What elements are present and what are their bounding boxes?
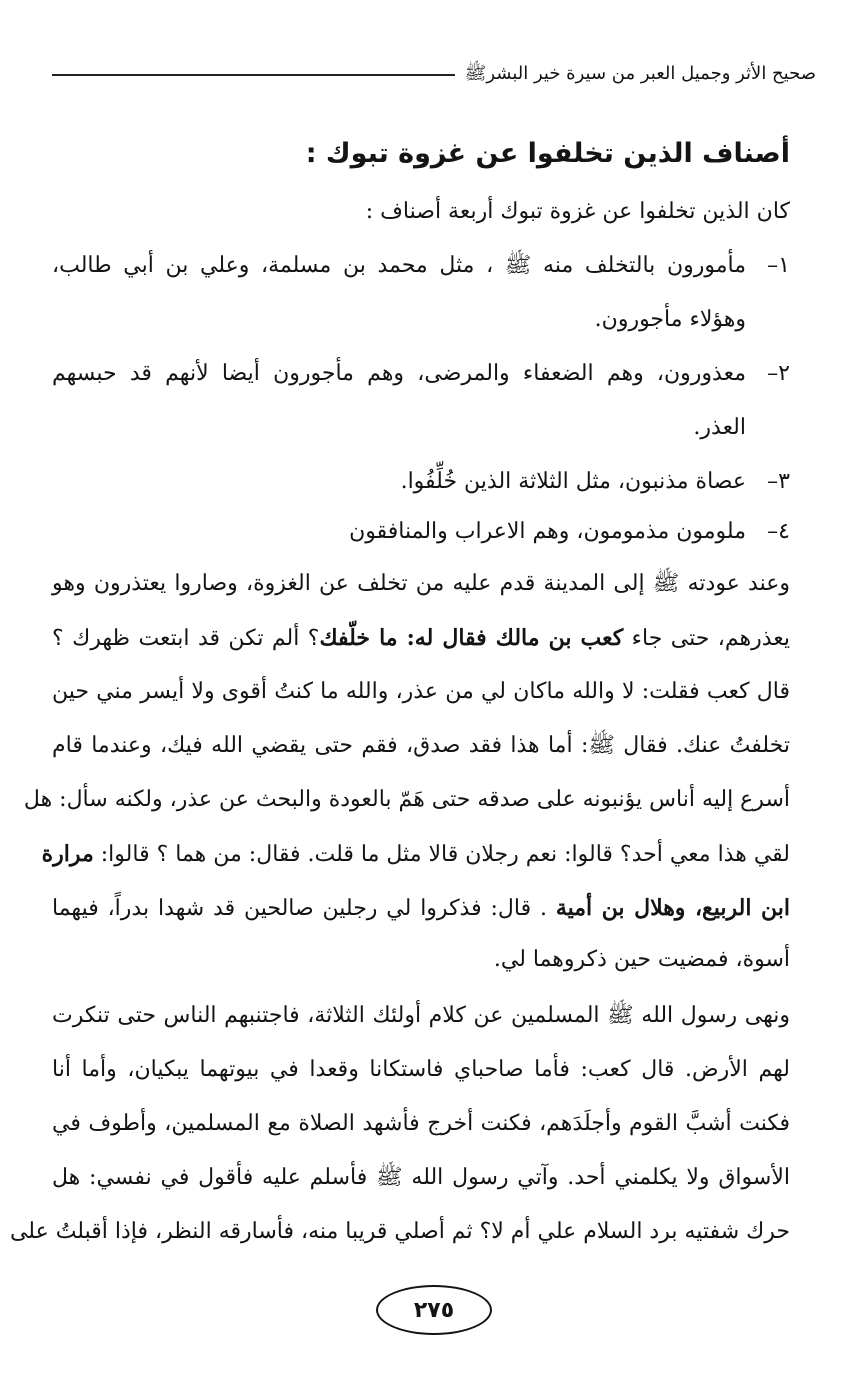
paragraph-line: لهم الأرض. قال كعب: فأما صاحباي فاستكانا وقعدا في بيوتهما يبكيان، وأما أنا bbox=[52, 1057, 790, 1082]
paragraph-line: الأسواق ولا يكلمني أحد. وآتي رسول الله ﷺ فأسلم عليه فأقول في نفسي: هل bbox=[52, 1165, 790, 1190]
list-item-number: ٣– bbox=[767, 469, 790, 494]
list-item-continuation: العذر. bbox=[693, 415, 746, 440]
paragraph-line: تخلفتُ عنك. فقال ﷺ: أما هذا فقد صدق، فقم حتى يقضي الله فيك، وعندما قام bbox=[52, 733, 790, 758]
paragraph-line: حرك شفتيه برد السلام علي أم لا؟ ثم أصلي قريبا منه، فأسارقه النظر، فإذا أقبلتُ على bbox=[9, 1219, 790, 1244]
list-item-text: مأمورون بالتخلف منه ﷺ ، مثل محمد بن مسلمة، وعلي بن أبي طالب، bbox=[52, 253, 746, 278]
section-title: أصناف الذين تخلفوا عن غزوة تبوك : bbox=[305, 138, 790, 169]
text-run: لقي هذا معي أحد؟ قالوا: نعم رجلان قالا مثل ما قلت. فقال: من هما ؟ قالوا: bbox=[93, 842, 790, 867]
text-run: . قال: فذكروا لي رجلين صالحين قد شهدا بدراً، فيهما bbox=[52, 896, 556, 921]
running-head-title: صحيح الأثر وجميل العبر من سيرة خير البشرﷺ bbox=[464, 63, 816, 84]
paragraph-line: أسوة، فمضيت حين ذكروهما لي. bbox=[493, 947, 790, 972]
text-run: يعذرهم، حتى جاء bbox=[623, 626, 790, 651]
paragraph-line bbox=[41, 834, 790, 874]
list-item bbox=[52, 462, 790, 502]
bold-quote: كعب بن مالك فقال له: ما خلّفك bbox=[319, 625, 624, 651]
paragraph-line: أسرع إليه أناس يؤنبونه على صدقه حتى هَمّ بالعودة والبحث عن عذر، ولكنه سأل: هل bbox=[23, 787, 790, 812]
paragraph-line: قال كعب فقلت: لا والله ماكان لي من عذر، والله ما كنتُ أقوى ولا أيسر مني حين bbox=[52, 679, 790, 704]
text-run: ؟ ألم تكن قد ابتعت ظهرك ؟ bbox=[52, 626, 320, 651]
list-item bbox=[52, 246, 790, 286]
list-item-number: ٢– bbox=[767, 361, 790, 386]
list-item-number: ١– bbox=[767, 253, 790, 278]
list-item bbox=[52, 354, 790, 394]
list-item-text: معذورون، وهم الضعفاء والمرضى، وهم مأجورون أيضا لأنهم قد حبسهم bbox=[52, 361, 746, 386]
intro-line: كان الذين تخلفوا عن غزوة تبوك أربعة أصناف : bbox=[365, 199, 790, 224]
body-text bbox=[9, 0, 791, 1280]
page-number: ٢٧٥ bbox=[376, 1285, 492, 1335]
paragraph-line: ونهى رسول الله ﷺ المسلمين عن كلام أولئك الثلاثة، فاجتنبهم الناس حتى تنكرت bbox=[52, 1003, 790, 1028]
paragraph-line: فكنت أشبَّ القوم وأجلَدَهم، فكنت أخرج فأشهد الصلاة مع المسلمين، وأطوف في bbox=[52, 1111, 790, 1136]
list-item-continuation: وهؤلاء مأجورون. bbox=[594, 307, 746, 332]
list-item-text: ملومون مذمومون، وهم الاعراب والمنافقون bbox=[349, 519, 746, 544]
bold-name: ابن الربيع، وهلال بن أمية bbox=[555, 895, 791, 921]
paragraph-line: وعند عودته ﷺ إلى المدينة قدم عليه من تخلف عن الغزوة، وصاروا يعتذرون وهو bbox=[52, 571, 790, 596]
list-item-text: عصاة مذنبون، مثل الثلاثة الذين خُلِّفُوا. bbox=[400, 469, 746, 494]
list-item bbox=[52, 512, 790, 552]
list-item-number: ٤– bbox=[767, 519, 790, 544]
paragraph-line bbox=[52, 888, 790, 928]
bold-name: مرارة bbox=[41, 841, 94, 867]
paragraph-line bbox=[52, 618, 790, 658]
